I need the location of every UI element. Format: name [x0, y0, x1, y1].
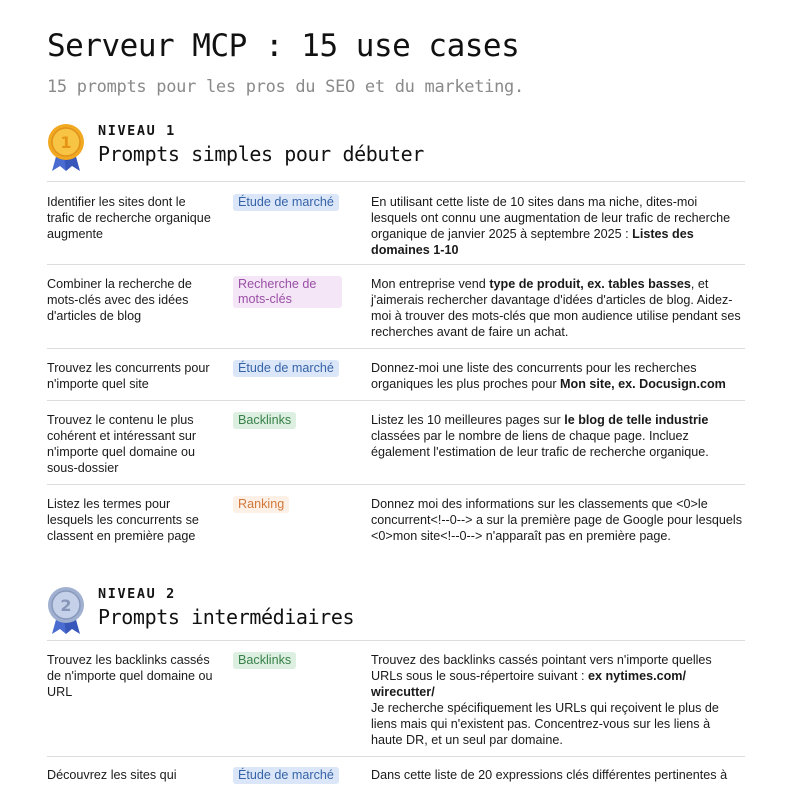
silver-medal-icon — [46, 584, 86, 636]
gold-medal-icon — [46, 121, 86, 173]
table-row — [47, 264, 745, 348]
prompt-placeholder: le blog de telle industrie — [564, 413, 709, 427]
level-name: Prompts intermédiaires — [98, 605, 355, 629]
task-label: Trouvez le contenu le plus cohérent et intéressant sur n'importe quel domaine ou sous-dossier — [47, 413, 197, 475]
prompt-segment: Dans cette liste de 20 expressions clés différentes pertinentes à — [371, 768, 728, 782]
prompt-placeholder: type de produit, ex. tables basses — [489, 277, 691, 291]
table-row — [47, 400, 745, 484]
prompt-text — [371, 276, 745, 340]
category-tag: Backlinks — [233, 412, 296, 429]
prompt-placeholder: Mon site, ex. Docusign.com — [560, 377, 726, 391]
category-tag: Ranking — [233, 496, 289, 513]
level-2-header — [46, 584, 746, 634]
prompt-segment: Listez les 10 meilleures pages sur — [371, 413, 565, 427]
prompt-text — [371, 412, 745, 460]
category-tag: Recherche de mots-clés — [233, 276, 342, 308]
level-1-header — [46, 121, 746, 171]
task-label: Découvrez les sites qui — [47, 768, 177, 782]
category-tag: Backlinks — [233, 652, 296, 669]
level-1-table — [47, 181, 745, 569]
category-tag: Étude de marché — [233, 360, 339, 377]
level-name: Prompts simples pour débuter — [98, 142, 424, 166]
page-subtitle: 15 prompts pour les pros du SEO et du marketing. — [47, 77, 524, 97]
table-row — [47, 348, 745, 400]
task-label: Listez les termes pour lesquels les concurrents se classent en première page — [47, 497, 199, 543]
level-label: NIVEAU 1 — [98, 123, 176, 139]
prompt-text — [371, 360, 745, 392]
table-row — [47, 181, 745, 264]
level-2-table — [47, 640, 745, 797]
prompt-segment: Je recherche spécifiquement les URLs qui reçoivent le plus de liens mais qui n'existent pas. Concentrez-vous sur les liens à haute DR, et un seul par domaine. — [371, 701, 719, 747]
prompt-text — [371, 652, 745, 748]
prompt-segment: Donnez-moi une liste des concurrents pour les recherches organiques les plus proches pour — [371, 361, 697, 391]
silver-medal-number: 2 — [60, 596, 72, 615]
category-tag: Étude de marché — [233, 767, 339, 784]
table-row — [47, 640, 745, 756]
task-label: Identifier les sites dont le trafic de recherche organique augmente — [47, 195, 211, 241]
prompt-segment: Mon entreprise vend — [371, 277, 490, 291]
level-label: NIVEAU 2 — [98, 586, 176, 602]
page-title: Serveur MCP : 15 use cases — [47, 28, 520, 64]
category-tag: Étude de marché — [233, 194, 339, 211]
task-label: Trouvez les backlinks cassés de n'importe quel domaine ou URL — [47, 653, 213, 699]
prompt-text — [371, 194, 745, 258]
table-row — [47, 484, 745, 569]
prompt-segment: , et j'aimerais rechercher davantage d'idées d'articles de blog. Aidez-moi à trouver des mots-clés que mon audience utilise pendant ses recherches avant de faire un achat. — [371, 277, 741, 339]
prompt-segment: En utilisant cette liste de 10 sites dans ma niche, dites-moi lesquels ont connu une augmentation de leur trafic de recherche organique de janvier 2025 à septembre 2025 : — [371, 195, 731, 241]
task-label: Trouvez les concurrents pour n'importe quel site — [47, 361, 210, 391]
prompt-segment: classées par le nombre de liens de chaque page. Incluez également l'estimation de leur trafic de recherche organique. — [371, 429, 709, 459]
prompt-placeholder: ex nytimes.com/ wirecutter/ — [371, 669, 686, 699]
prompt-segment: Donnez moi des informations sur les classements que <0>le concurrent<!--0--> a sur la première page de Google pour lesquels <0>mon site<!--0--> n'apparaît pas en première page. — [371, 497, 743, 543]
prompt-segment: Trouvez des backlinks cassés pointant vers n'importe quelles URLs sous le sous-répertoire suivant : — [371, 653, 712, 683]
task-label: Combiner la recherche de mots-clés avec des idées d'articles de blog — [47, 277, 192, 323]
table-row — [47, 756, 745, 797]
gold-medal-number: 1 — [60, 133, 72, 152]
prompt-text — [371, 496, 745, 544]
prompt-placeholder: Listes des domaines 1-10 — [371, 227, 694, 257]
prompt-text — [371, 767, 745, 783]
